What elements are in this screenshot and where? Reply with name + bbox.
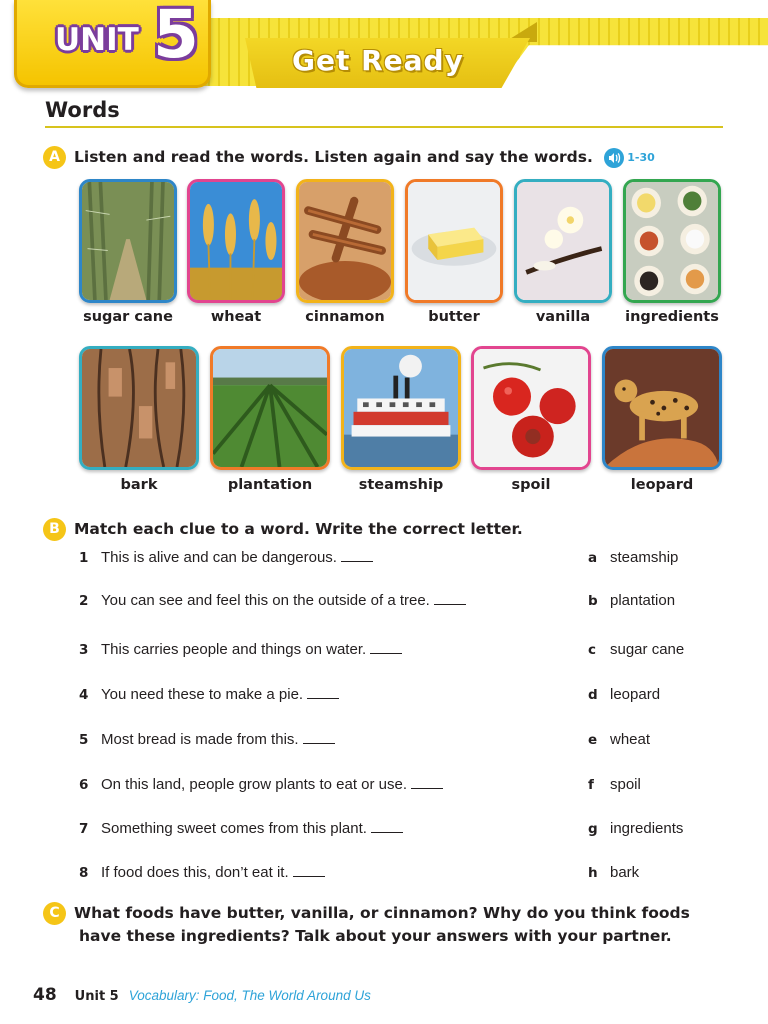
answer-blank-4[interactable] — [307, 687, 339, 699]
word-card-butter — [405, 179, 503, 303]
answer-e: e wheat — [588, 731, 651, 748]
caption-cinnamon: cinnamon — [305, 309, 385, 325]
caption-vanilla: vanilla — [535, 309, 591, 325]
vanilla-image — [517, 182, 609, 300]
answer-g: g ingredients — [588, 820, 684, 837]
answer-h: h bark — [588, 864, 640, 881]
word-card-spoil — [471, 346, 591, 470]
answer-b: b plantation — [588, 592, 676, 609]
answer-blank-6[interactable] — [411, 777, 443, 789]
caption-leopard: leopard — [630, 477, 694, 493]
activity-a-text: Listen and read the words. Listen again and say the words. — [74, 148, 593, 166]
spoil-image — [474, 349, 588, 467]
page-footer — [33, 985, 371, 1005]
caption-bark: bark — [120, 477, 158, 493]
activity-a-badge: A — [43, 146, 66, 169]
activity-a-instruction — [43, 146, 655, 169]
audio-speaker-icon[interactable] — [604, 148, 624, 168]
answer-f: f spoil — [588, 776, 641, 793]
caption-wheat: wheat — [210, 309, 262, 325]
audio-track-number: 1-30 — [627, 151, 655, 164]
answer-c: c sugar cane — [588, 641, 685, 658]
clue-6: 6 On this land, people grow plants to eat or use. — [79, 776, 443, 793]
plantation-image — [213, 349, 327, 467]
unit-tab — [14, 0, 211, 88]
butter-image — [408, 182, 500, 300]
answer-blank-1[interactable] — [341, 550, 373, 562]
clue-5: 5 Most bread is made from this. — [79, 731, 335, 748]
clue-4: 4 You need these to make a pie. — [79, 686, 339, 703]
caption-butter: butter — [428, 309, 480, 325]
cinnamon-image — [299, 182, 391, 300]
unit-number: 5 — [153, 0, 199, 73]
word-card-bark — [79, 346, 199, 470]
answer-blank-3[interactable] — [370, 642, 402, 654]
footer-unit-label: Unit 5 — [74, 989, 119, 1004]
answer-blank-8[interactable] — [293, 865, 325, 877]
activity-b-instruction — [43, 518, 523, 541]
clue-1: 1 This is alive and can be dangerous. — [79, 549, 373, 566]
bark-image — [82, 349, 196, 467]
caption-sugar-cane: sugar cane — [83, 309, 173, 325]
word-card-cinnamon — [296, 179, 394, 303]
caption-plantation: plantation — [227, 477, 313, 493]
word-card-vanilla — [514, 179, 612, 303]
page-number: 48 — [33, 985, 57, 1005]
footer-topic: Vocabulary: Food, The World Around Us — [128, 988, 371, 1003]
wheat-image — [190, 182, 282, 300]
caption-steamship: steamship — [358, 477, 444, 493]
leopard-image — [605, 349, 719, 467]
activity-b-badge: B — [43, 518, 66, 541]
answer-blank-5[interactable] — [303, 732, 335, 744]
activity-c-line-1: What foods have butter, vanilla, or cinnamon? Why do you think foods — [74, 904, 690, 922]
unit-word: UNIT — [55, 22, 139, 58]
word-card-steamship — [341, 346, 461, 470]
ingredients-image — [626, 182, 718, 300]
clue-8: 8 If food does this, don’t eat it. — [79, 864, 325, 881]
section-heading: Words — [45, 98, 120, 122]
caption-spoil: spoil — [511, 477, 551, 493]
word-card-ingredients — [623, 179, 721, 303]
caption-ingredients: ingredients — [625, 309, 719, 325]
word-card-plantation — [210, 346, 330, 470]
word-card-wheat — [187, 179, 285, 303]
activity-c-instruction — [43, 902, 690, 925]
activity-b-text: Match each clue to a word. Write the correct letter. — [74, 520, 523, 538]
activity-c-line-2: have these ingredients? Talk about your answers with your partner. — [79, 927, 672, 945]
sugar-cane-image — [82, 182, 174, 300]
heading-divider — [45, 126, 723, 128]
clue-2: 2 You can see and feel this on the outside of a tree. — [79, 592, 466, 609]
answer-a: a steamship — [588, 549, 679, 566]
clue-7: 7 Something sweet comes from this plant. — [79, 820, 403, 837]
steamship-image — [344, 349, 458, 467]
answer-blank-2[interactable] — [434, 593, 466, 605]
answer-blank-7[interactable] — [371, 821, 403, 833]
word-card-leopard — [602, 346, 722, 470]
word-card-sugar-cane — [79, 179, 177, 303]
clue-3: 3 This carries people and things on water. — [79, 641, 402, 658]
banner-title: Get Ready — [292, 44, 464, 77]
answer-d: d leopard — [588, 686, 661, 703]
activity-c-badge: C — [43, 902, 66, 925]
